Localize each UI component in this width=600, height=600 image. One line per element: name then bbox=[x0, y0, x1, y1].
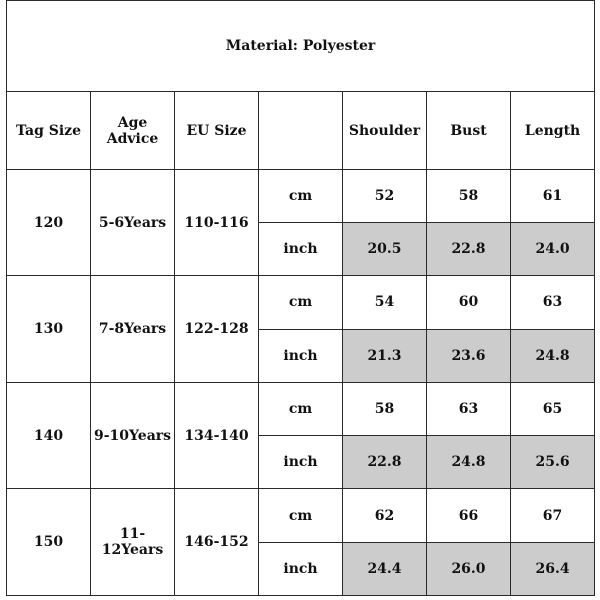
header-tag-size: Tag Size bbox=[7, 92, 91, 169]
bust-inch-cell: 26.0 bbox=[427, 542, 511, 595]
bust-inch-cell: 22.8 bbox=[427, 223, 511, 276]
header-unit bbox=[259, 92, 343, 169]
bust-cm-cell: 60 bbox=[427, 276, 511, 329]
eu-size-cell: 110-116 bbox=[175, 169, 259, 276]
table-row bbox=[7, 489, 595, 542]
unit-cell-cm: cm bbox=[259, 169, 343, 222]
age-advice-cell: 5-6Years bbox=[91, 169, 175, 276]
bust-cm-cell: 66 bbox=[427, 489, 511, 542]
header-shoulder: Shoulder bbox=[343, 92, 427, 169]
shoulder-cm-cell: 62 bbox=[343, 489, 427, 542]
age-advice-cell: 11-12Years bbox=[91, 489, 175, 596]
shoulder-inch-cell: 22.8 bbox=[343, 436, 427, 489]
length-inch-cell: 25.6 bbox=[511, 436, 595, 489]
shoulder-inch-cell: 24.4 bbox=[343, 542, 427, 595]
unit-cell-inch: inch bbox=[259, 436, 343, 489]
bust-cm-cell: 63 bbox=[427, 382, 511, 435]
header-age-advice: Age Advice bbox=[91, 92, 175, 169]
eu-size-cell: 122-128 bbox=[175, 276, 259, 383]
length-cm-cell: 63 bbox=[511, 276, 595, 329]
shoulder-cm-cell: 58 bbox=[343, 382, 427, 435]
unit-cell-inch: inch bbox=[259, 223, 343, 276]
header-length: Length bbox=[511, 92, 595, 169]
tag-size-cell: 130 bbox=[7, 276, 91, 383]
length-cm-cell: 67 bbox=[511, 489, 595, 542]
header-bust: Bust bbox=[427, 92, 511, 169]
bust-cm-cell: 58 bbox=[427, 169, 511, 222]
header-eu-size: EU Size bbox=[175, 92, 259, 169]
shoulder-inch-cell: 20.5 bbox=[343, 223, 427, 276]
tag-size-cell: 140 bbox=[7, 382, 91, 489]
table-row bbox=[7, 276, 595, 329]
unit-cell-inch: inch bbox=[259, 329, 343, 382]
unit-cell-cm: cm bbox=[259, 489, 343, 542]
table-title: Material: Polyester bbox=[7, 1, 595, 92]
length-inch-cell: 24.8 bbox=[511, 329, 595, 382]
length-inch-cell: 24.0 bbox=[511, 223, 595, 276]
unit-cell-inch: inch bbox=[259, 542, 343, 595]
size-chart-table bbox=[6, 0, 595, 596]
age-advice-cell: 9-10Years bbox=[91, 382, 175, 489]
bust-inch-cell: 24.8 bbox=[427, 436, 511, 489]
length-inch-cell: 26.4 bbox=[511, 542, 595, 595]
age-advice-cell: 7-8Years bbox=[91, 276, 175, 383]
table-row bbox=[7, 169, 595, 222]
eu-size-cell: 134-140 bbox=[175, 382, 259, 489]
eu-size-cell: 146-152 bbox=[175, 489, 259, 596]
bust-inch-cell: 23.6 bbox=[427, 329, 511, 382]
shoulder-cm-cell: 54 bbox=[343, 276, 427, 329]
shoulder-cm-cell: 52 bbox=[343, 169, 427, 222]
unit-cell-cm: cm bbox=[259, 382, 343, 435]
length-cm-cell: 65 bbox=[511, 382, 595, 435]
tag-size-cell: 150 bbox=[7, 489, 91, 596]
length-cm-cell: 61 bbox=[511, 169, 595, 222]
tag-size-cell: 120 bbox=[7, 169, 91, 276]
shoulder-inch-cell: 21.3 bbox=[343, 329, 427, 382]
unit-cell-cm: cm bbox=[259, 276, 343, 329]
table-row bbox=[7, 382, 595, 435]
